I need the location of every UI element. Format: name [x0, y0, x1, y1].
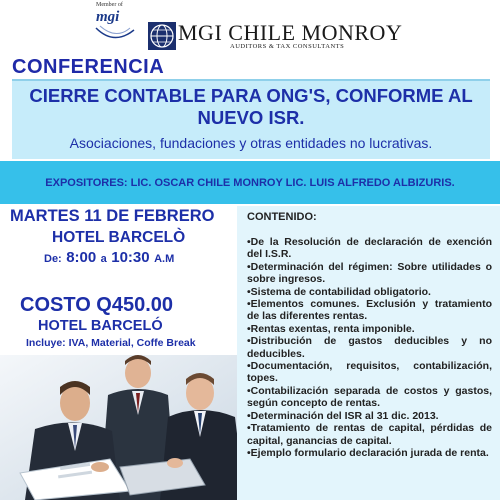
- event-date: MARTES 11 DE FEBRERO: [10, 207, 215, 225]
- brand-name: MGI CHILE MONROY: [178, 20, 403, 45]
- member-of-label: Member of: [96, 2, 123, 8]
- content-item: •Sistema de contabilidad obligatorio.: [247, 285, 431, 298]
- content-item: •Determinación del ISR al 31 dic. 2013.: [247, 409, 439, 422]
- content-title: CONTENIDO:: [247, 211, 317, 223]
- time-end: 10:30: [111, 249, 150, 266]
- time-suffix: A.M: [154, 253, 175, 265]
- time-prefix: De:: [44, 253, 62, 265]
- expositores-band: [0, 161, 500, 204]
- content-item: •Documentación, requisitos, contabilización, topes.: [247, 360, 492, 385]
- event-time: [44, 249, 174, 267]
- subtitle: Asociaciones, fundaciones y otras entidades no lucrativas.: [69, 135, 433, 151]
- globe-icon: [148, 22, 176, 50]
- cost-label: COSTO Q450.00: [20, 294, 174, 316]
- event-hotel: HOTEL BARCELÒ: [52, 229, 186, 246]
- content-item: •Elementos comunes. Exclusión y tratamiento de las diferentes rentas.: [247, 298, 492, 323]
- mgi-logo-text: mgi: [96, 9, 120, 25]
- title-divider: [12, 79, 490, 81]
- main-title-line-1: CIERRE CONTABLE PARA ONG'S, CONFORME AL: [29, 85, 473, 106]
- cost-includes: Incluye: IVA, Material, Coffe Break: [26, 337, 196, 349]
- main-title-line-2: NUEVO ISR.: [197, 107, 305, 128]
- content-item: •Rentas exentas, renta imponible.: [247, 322, 415, 335]
- expositores-text: EXPOSITORES: LIC. OSCAR CHILE MONROY LIC. LUIS ALFREDO ALBIZURIS.: [45, 177, 455, 189]
- content-item: •De la Resolución de declaración de exención del I.S.R.: [247, 236, 492, 261]
- time-start: 8:00: [66, 249, 97, 266]
- time-separator: a: [100, 253, 107, 265]
- content-panel: [237, 206, 500, 500]
- title-band: [12, 79, 490, 159]
- brand-tagline: AUDITORS & TAX CONSULTANTS: [230, 43, 345, 50]
- cost-hotel: HOTEL BARCELÓ: [38, 318, 163, 334]
- content-list: [247, 236, 492, 459]
- content-item: •Contabilización separada de costos y gastos, según concepto de rentas.: [247, 384, 492, 410]
- content-item: •Ejemplo formulario declaración jurada de renta.: [247, 446, 489, 459]
- business-meeting-photo: [0, 355, 245, 500]
- content-item: •Distribución de gastos deducibles y no deducibles.: [247, 335, 492, 360]
- conferencia-heading: CONFERENCIA: [12, 56, 165, 78]
- content-item: •Tratamiento de rentas de capital, pérdidas de capital, ganancias de capital.: [247, 422, 492, 447]
- mgi-member-logo: [90, 2, 138, 47]
- brand-logo: [148, 20, 403, 54]
- mgi-swoosh-icon: [94, 24, 136, 44]
- main-title: [12, 85, 490, 129]
- content-item: •Determinación del régimen: Sobre utilidades o sobre ingresos.: [247, 260, 492, 286]
